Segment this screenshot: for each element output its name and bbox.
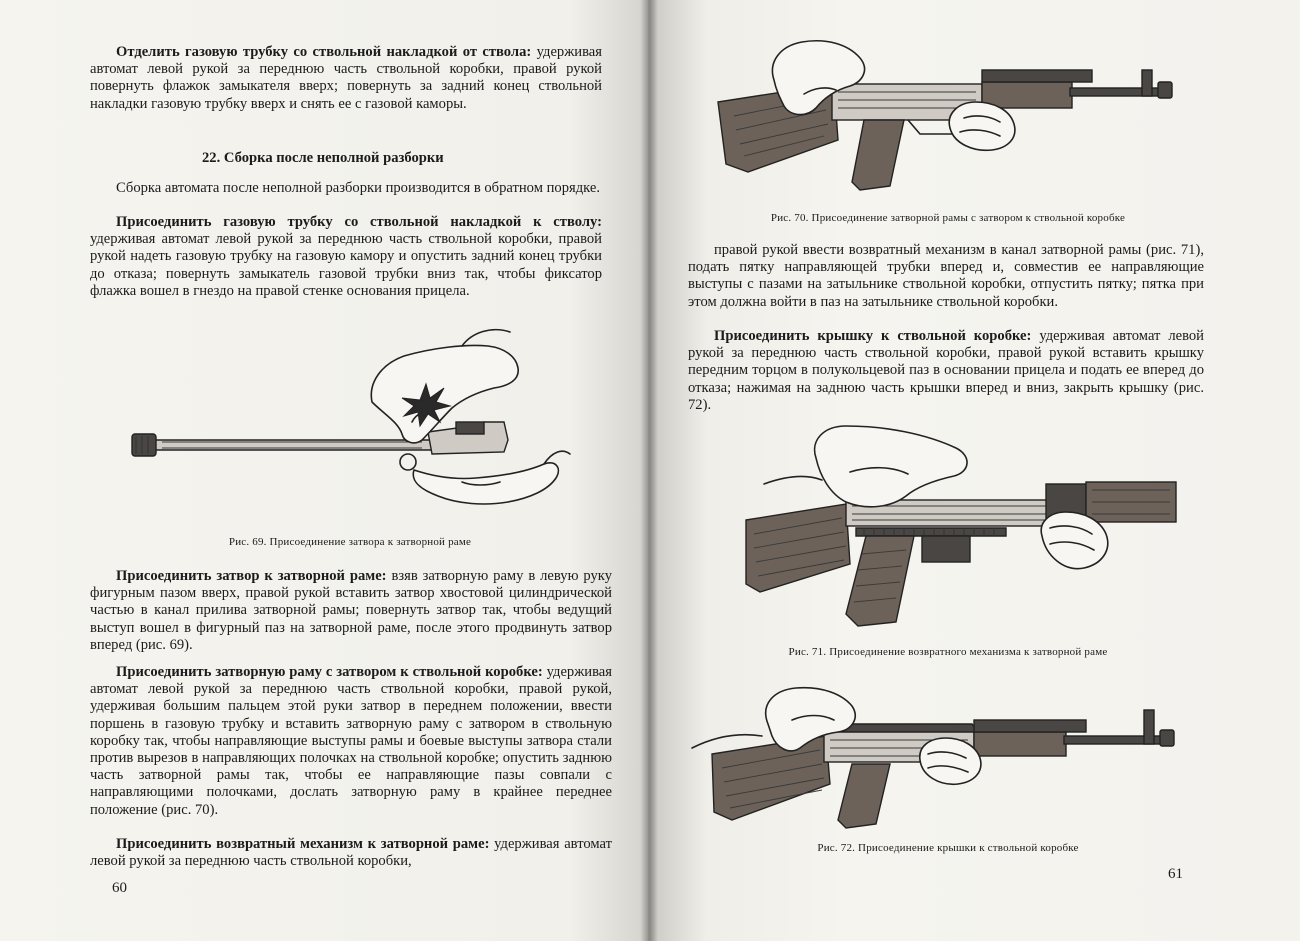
paragraph-recoil-continued: [688, 242, 1204, 311]
paragraph-attach-gas-tube: [90, 214, 602, 300]
section-heading: 22. Сборка после неполной разборки: [202, 150, 444, 166]
left-page: [0, 0, 648, 941]
paragraph-body: правой рукой ввести возвратный механизм в канал затворной рамы (рис. 71), подать пятку направляющей трубки вперед и, совместив ее направляющие выступы с пазами на затыльнике ствольной коробки, отпустить пятку; пятка при этом должна войти в паз на затыльнике ствольной коробки.: [688, 242, 1204, 310]
paragraph-attach-cover: [688, 328, 1204, 414]
muzzle: [1160, 730, 1174, 746]
paragraph-body: удерживая автомат левой рукой за переднюю часть ствольной коробки,: [90, 836, 613, 870]
lower-hand: [413, 463, 558, 504]
pistol-grip: [846, 536, 914, 626]
right-page: [648, 0, 1300, 941]
upper-hand: [815, 426, 967, 507]
book-gutter-shadow: [640, 0, 658, 941]
paragraph-body: удерживая автомат левой рукой за переднюю часть ствольной коробки, правой рукой вставить крышку передним торцом в полукольцевой паз в основании прицела и подать ее вперед до отказа; нажимая на заднюю часть крышки вперед и вниз, закрыть крышку (рис. 72).: [688, 328, 1204, 413]
figure-71-caption: Рис. 71. Присоединение возвратного механизма к затворной раме: [788, 646, 1108, 658]
muzzle: [1158, 82, 1172, 98]
paragraph-lead: Присоединить возвратный механизм к затворной раме:: [116, 836, 490, 852]
figure-71-illustration: [746, 424, 1176, 634]
figure-70-illustration: [714, 36, 1174, 206]
paragraph-lead: Присоединить затворную раму с затвором к ствольной коробке:: [116, 664, 543, 680]
figure-70-caption: Рис. 70. Присоединение затворной рамы с затвором к ствольной коробке: [770, 212, 1126, 224]
rifle-stock: [712, 736, 830, 820]
gas-tube: [974, 720, 1086, 732]
paragraph-lead: Присоединить газовую трубку со ствольной накладкой к стволу:: [116, 214, 602, 230]
carrier-rod: [138, 440, 438, 450]
paragraph-attach-carrier: [90, 664, 612, 819]
figure-72-caption: Рис. 72. Присоединение крышки к ствольной коробке: [817, 842, 1079, 854]
paragraph-body: удерживая автомат левой рукой за переднюю часть ствольной коробки, правой рукой, удерживая большим пальцем этой руки затвор в переднем положении, ввести поршень в газовую трубку и вставить затворную раму с затвором в ствольную коробку так, чтобы направляющие выступы рамы и боевые выступы затвора стали против вырезов в направляющих полочках на ствольной коробке; опустить заднюю часть затворной рамы так, чтобы ее направляющие пазы совпали с направляющими полочками, дослать затворную раму в крайнее переднее положение (рис. 70).: [90, 664, 612, 818]
paragraph-body: удерживая автомат левой рукой за переднюю часть ствольной коробки, правой рукой надеть газовую трубку на газовую камору и опустить задний конец трубки до отказа; повернуть замыкатель газовой трубки вниз так, чтобы фиксатор флажка вошел в гнездо на правой стенке основания прицела.: [90, 231, 602, 299]
figure-69-caption: Рис. 69. Присоединение затвора к затворной раме: [228, 536, 472, 548]
paragraph-attach-recoil: [90, 836, 612, 870]
paragraph-lead: Отделить газовую трубку со ствольной накладкой от ствола:: [116, 44, 532, 60]
paragraph-detach-gas-tube: [90, 44, 602, 113]
handguard: [974, 732, 1066, 756]
pistol-grip: [852, 120, 904, 190]
pistol-grip: [838, 764, 890, 828]
dust-cover: [832, 724, 978, 732]
paragraph-lead: Присоединить крышку к ствольной коробке:: [714, 328, 1032, 344]
paragraph-assembly-order: [90, 180, 602, 197]
paragraph-body: взяв затворную раму в левую руку фигурным пазом вверх, правой рукой вставить затвор хвостовой цилиндрической частью в канал прилива затворной рамы; повернуть затвор так, чтобы ведущий выступ вошел в фигурный паз на затворной раме, после этого продвинуть затвор вперед (рис. 69).: [90, 568, 612, 653]
figure-69-illustration: [132, 322, 572, 522]
page-number-right: 61: [1168, 866, 1183, 882]
figure-72-illustration: [692, 684, 1192, 834]
page-number-left: 60: [112, 880, 127, 896]
gas-tube: [982, 70, 1092, 82]
paragraph-body: удерживая автомат левой рукой за переднюю часть ствольной коробки, правой рукой повернуть флажок замыкателя вверх; повернуть за задний конец ствольной накладки газовую трубку вверх и снять ее с газовой каморы.: [90, 44, 602, 112]
paragraph-body: Сборка автомата после неполной разборки производится в обратном порядке.: [116, 180, 600, 196]
paragraph-attach-bolt: [90, 568, 612, 654]
paragraph-lead: Присоединить затвор к затворной раме:: [116, 568, 387, 584]
lower-hand: [949, 102, 1015, 150]
handguard: [982, 82, 1072, 108]
front-sight: [1144, 710, 1154, 744]
